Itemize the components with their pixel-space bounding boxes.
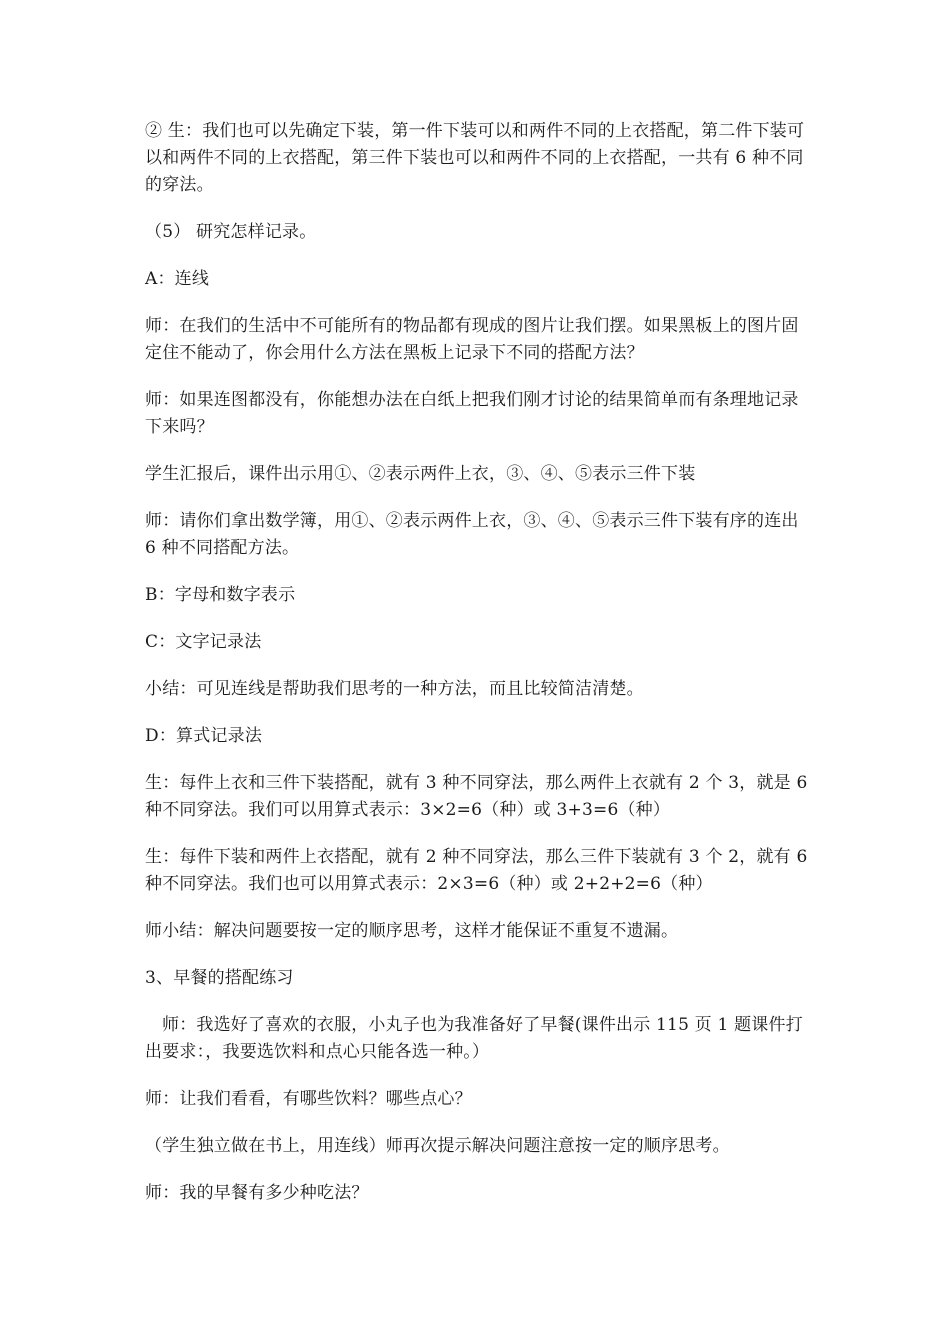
paragraph-teacher-paper-question: 师：如果连图都没有，你能想办法在白纸上把我们刚才讨论的结果简单而有条理地记录下来吗？	[145, 390, 799, 437]
paragraph-teacher-breakfast-intro: 师：我选好了喜欢的衣服，小丸子也为我准备好了早餐(课件出示 115 页 1 题课件打出要求：，我要选饮料和点心只能各选一种。）	[145, 1015, 803, 1062]
paragraph-student-tops-equation: 生：每件上衣和三件下装搭配，就有 3 种不同穿法，那么两件上衣就有 2 个 3，就是 6 种不同穿法。我们可以用算式表示：3×2=6（种）或 3+3=6（种）	[145, 773, 808, 820]
paragraph-teacher-notebook-task: 师：请你们拿出数学簿，用①、②表示两件上衣，③、④、⑤表示三件下装有序的连出 6 种不同搭配方法。	[145, 511, 799, 558]
paragraph-section-5-heading: （5） 研究怎样记录。	[145, 222, 317, 242]
paragraph-teacher-blackboard-question: 师：在我们的生活中不可能所有的物品都有现成的图片让我们摆。如果黑板上的图片固定住不能动了，你会用什么方法在黑板上记录下不同的搭配方法？	[145, 316, 799, 363]
paragraph-courseware-display: 学生汇报后，课件出示用①、②表示两件上衣，③、④、⑤表示三件下装	[145, 464, 696, 484]
paragraph-method-b-heading: B：字母和数字表示	[145, 585, 296, 605]
paragraph-student-independent-work: （学生独立做在书上，用连线）师再次提示解决问题注意按一定的顺序思考。	[145, 1136, 730, 1156]
paragraph-method-c-heading: C：文字记录法	[145, 632, 262, 652]
paragraph-teacher-summary: 师小结：解决问题要按一定的顺序思考，这样才能保证不重复不遗漏。	[145, 921, 679, 941]
document-body	[145, 118, 810, 1207]
paragraph-method-d-heading: D：算式记录法	[145, 726, 263, 746]
paragraph-breakfast-heading: 3、早餐的搭配练习	[145, 968, 294, 988]
paragraph-summary-lines: 小结：可见连线是帮助我们思考的一种方法，而且比较简洁清楚。	[145, 679, 644, 699]
paragraph-teacher-drinks-snacks: 师：让我们看看，有哪些饮料？哪些点心？	[145, 1089, 472, 1109]
paragraph-student-bottoms-equation: 生：每件下装和两件上衣搭配，就有 2 种不同穿法，那么三件下装就有 3 个 2，就有 6 种不同穿法。我们也可以用算式表示：2×3=6（种）或 2+2+2=6（种）	[145, 847, 808, 894]
paragraph-method-a-heading: A：连线	[145, 269, 210, 289]
paragraph-student-bottoms-first: ② 生：我们也可以先确定下装，第一件下装可以和两件不同的上衣搭配，第二件下装可以和两件不同的上衣搭配，第三件下装也可以和两件不同的上衣搭配，一共有 6 种不同的穿法。	[145, 121, 805, 195]
paragraph-teacher-breakfast-question: 师：我的早餐有多少种吃法？	[145, 1183, 369, 1203]
